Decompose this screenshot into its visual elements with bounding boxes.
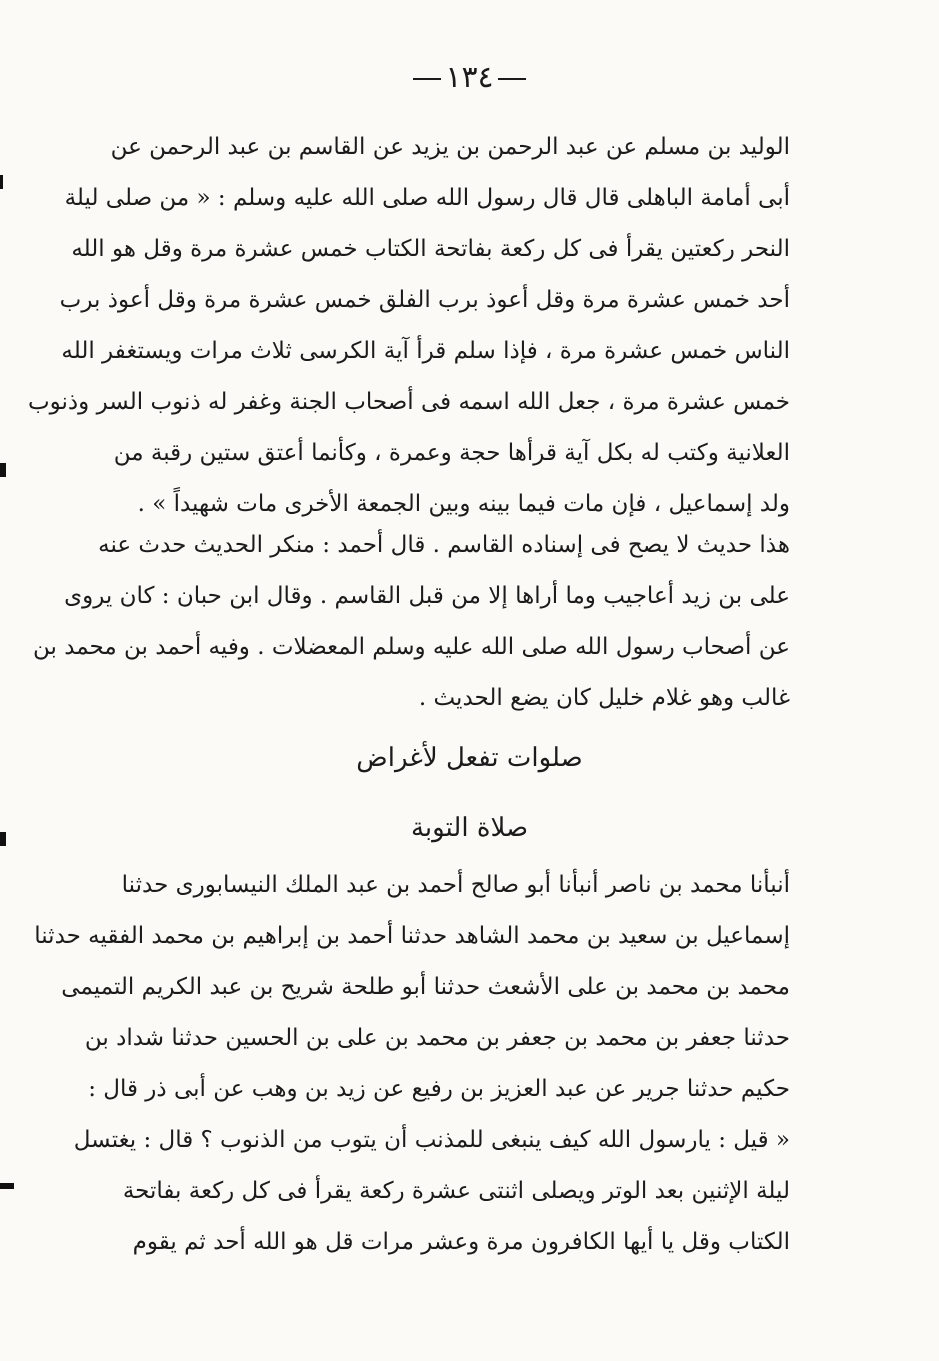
page-number-text: ١٣٤: [445, 60, 494, 95]
text-line: النحر ركعتين يقرأ فى كل ركعة بفاتحة الكتاب خمس عشرة مرة وقل هو الله: [71, 236, 790, 262]
text-line: أحد خمس عشرة مرة وقل أعوذ برب الفلق خمس عشرة مرة وقل أعوذ برب: [59, 287, 790, 313]
scan-edge-mark: [0, 175, 3, 189]
text-line: الكتاب وقل يا أيها الكافرون مرة وعشر مرات قل هو الله أحد ثم يقوم: [132, 1229, 790, 1255]
text-line: على بن زيد أعاجيب وما أراها إلا من قبل القاسم . وقال ابن حبان : كان يروى: [64, 583, 790, 609]
text-line: أنبأنا محمد بن ناصر أنبأنا أبو صالح أحمد بن عبد الملك النيسابورى حدثنا: [121, 872, 790, 898]
scan-edge-mark: [0, 463, 6, 477]
scan-edge-mark: [0, 1183, 14, 1189]
text-line: محمد بن محمد بن على الأشعث حدثنا أبو طلحة شريح بن عبد الكريم التميمى: [61, 974, 790, 1000]
text-line: حدثنا جعفر بن محمد بن جعفر بن محمد بن على بن الحسين حدثنا شداد بن: [84, 1025, 790, 1051]
text-line: حكيم حدثنا جرير عن عبد العزيز بن رفيع عن زيد بن وهب عن أبى ذر قال :: [88, 1076, 790, 1102]
section-heading: صلوات تفعل لأغراض: [356, 743, 583, 773]
text-line: العلانية وكتب له بكل آية قرأها حجة وعمرة ، وكأنما أعتق ستين رقبة من: [113, 440, 790, 466]
text-line: هذا حديث لا يصح فى إسناده القاسم . قال أحمد : منكر الحديث حدث عنه: [98, 532, 790, 558]
text-line: عن أصحاب رسول الله صلى الله عليه وسلم المعضلات . وفيه أحمد بن محمد بن: [32, 634, 790, 660]
paragraph-hadith-nahr: [28, 122, 790, 530]
text-line: ولد إسماعيل ، فإن مات فيما بينه وبين الجمعة الأخرى مات شهيداً » .: [137, 491, 790, 517]
text-line: إسماعيل بن سعيد بن محمد الشاهد حدثنا أحمد بن إبراهيم بن محمد الفقيه حدثنا: [34, 923, 790, 949]
text-line: الناس خمس عشرة مرة ، فإذا سلم قرأ آية الكرسى ثلاث مرات ويستغفر الله: [61, 338, 790, 364]
paragraph-salat-tawba: [34, 860, 790, 1268]
text-line: أبى أمامة الباهلى قال قال رسول الله صلى الله عليه وسلم : « من صلى ليلة: [64, 185, 790, 211]
subsection-heading: صلاة التوبة: [410, 813, 529, 843]
text-line: « قيل : يارسول الله كيف ينبغى للمذنب أن يتوب من الذنوب ؟ قال : يغتسل: [73, 1127, 790, 1153]
page-number: [0, 60, 939, 96]
text-line: ليلة الإثنين بعد الوتر ويصلى اثنتى عشرة ركعة يقرأ فى كل ركعة بفاتحة: [122, 1178, 790, 1204]
scan-edge-mark: [0, 832, 6, 846]
text-line: خمس عشرة مرة ، جعل الله اسمه فى أصحاب الجنة وغفر له ذنوب السر وذنوب: [28, 389, 790, 415]
text-line: الوليد بن مسلم عن عبد الرحمن بن يزيد عن القاسم بن عبد الرحمن عن: [110, 134, 790, 160]
text-line: غالب وهو غلام خليل كان يضع الحديث .: [418, 685, 790, 711]
page-number-dash-right: [413, 78, 441, 80]
paragraph-isnad-critique: [32, 520, 790, 724]
page-number-dash-left: [498, 78, 526, 80]
